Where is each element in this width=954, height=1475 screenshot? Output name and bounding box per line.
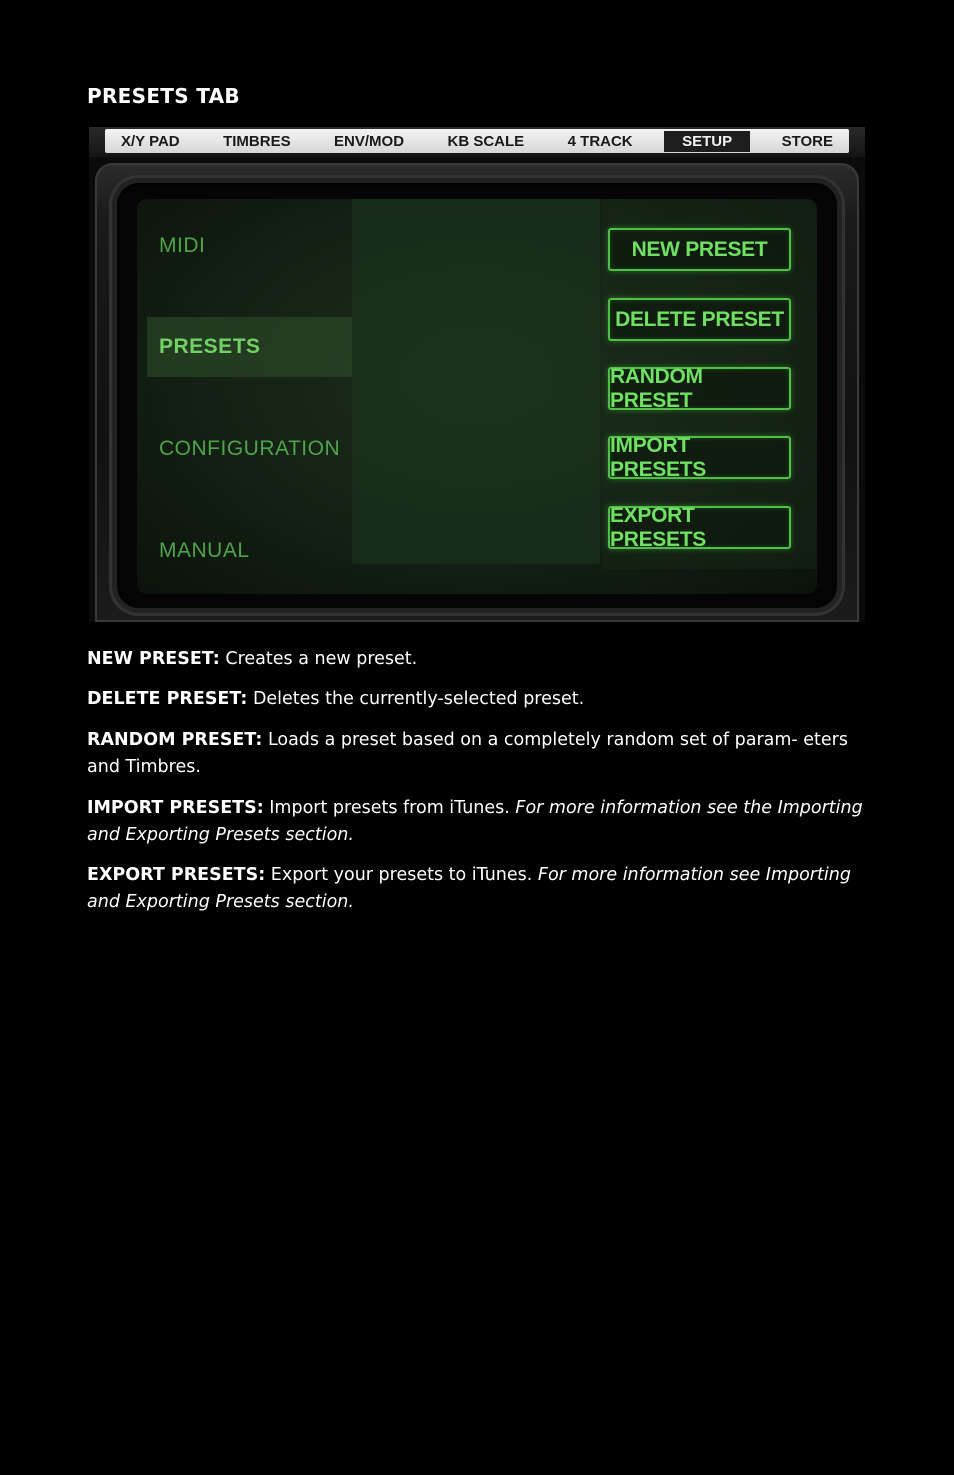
menu-item-configuration[interactable]: CONFIGURATION	[159, 437, 341, 460]
tab-setup[interactable]: SETUP	[664, 131, 750, 152]
preset-list-panel	[352, 199, 600, 564]
device-bezel	[95, 163, 859, 622]
desc-new-preset	[87, 646, 877, 673]
screen-frame	[117, 183, 837, 608]
new-preset-button[interactable]: NEW PRESET	[608, 228, 791, 271]
desc-export-presets	[87, 862, 877, 916]
desc-note: For more information see the Importing and Exporting Presets section.	[87, 798, 863, 845]
desc-text: Loads a preset based on a completely random set of param- eters and Timbres.	[87, 730, 848, 777]
tab-xy-pad[interactable]: X/Y PAD	[121, 132, 180, 150]
import-presets-button[interactable]: IMPORT PRESETS	[608, 436, 791, 479]
menu-item-midi[interactable]: MIDI	[159, 234, 206, 257]
tab-store[interactable]: STORE	[781, 132, 833, 150]
tab-4-track[interactable]: 4 TRACK	[567, 132, 633, 150]
desc-delete-preset	[87, 686, 877, 713]
tab-bar	[89, 127, 865, 157]
desc-random-preset	[87, 727, 877, 781]
crt-screen	[137, 199, 817, 594]
tab-timbres[interactable]: TIMBRES	[223, 132, 291, 150]
desc-import-presets	[87, 795, 877, 849]
preset-buttons	[602, 199, 817, 569]
app-screenshot	[89, 127, 865, 622]
desc-term: EXPORT PRESETS:	[87, 865, 266, 885]
desc-text: Deletes the currently-selected preset.	[247, 689, 585, 709]
section-title: PRESETS TAB	[87, 84, 240, 108]
tab-strip	[105, 129, 849, 153]
menu-item-manual[interactable]: MANUAL	[159, 539, 250, 562]
desc-term: DELETE PRESET:	[87, 689, 248, 709]
desc-text: Creates a new preset.	[219, 649, 418, 669]
desc-text: Export your presets to iTunes.	[265, 865, 538, 885]
random-preset-button[interactable]: RANDOM PRESET	[608, 367, 791, 410]
desc-note: For more information see Importing and Exporting Presets section.	[87, 865, 851, 912]
tab-kb-scale[interactable]: KB SCALE	[447, 132, 525, 150]
export-presets-button[interactable]: EXPORT PRESETS	[608, 506, 791, 549]
tab-env-mod[interactable]: ENV/MOD	[334, 132, 405, 150]
desc-term: NEW PRESET:	[87, 649, 220, 669]
desc-term: IMPORT PRESETS:	[87, 798, 264, 818]
setup-menu	[147, 199, 352, 579]
desc-text: Import presets from iTunes.	[263, 798, 516, 818]
desc-term: RANDOM PRESET:	[87, 730, 263, 750]
menu-item-presets[interactable]: PRESETS	[147, 317, 352, 377]
delete-preset-button[interactable]: DELETE PRESET	[608, 298, 791, 341]
